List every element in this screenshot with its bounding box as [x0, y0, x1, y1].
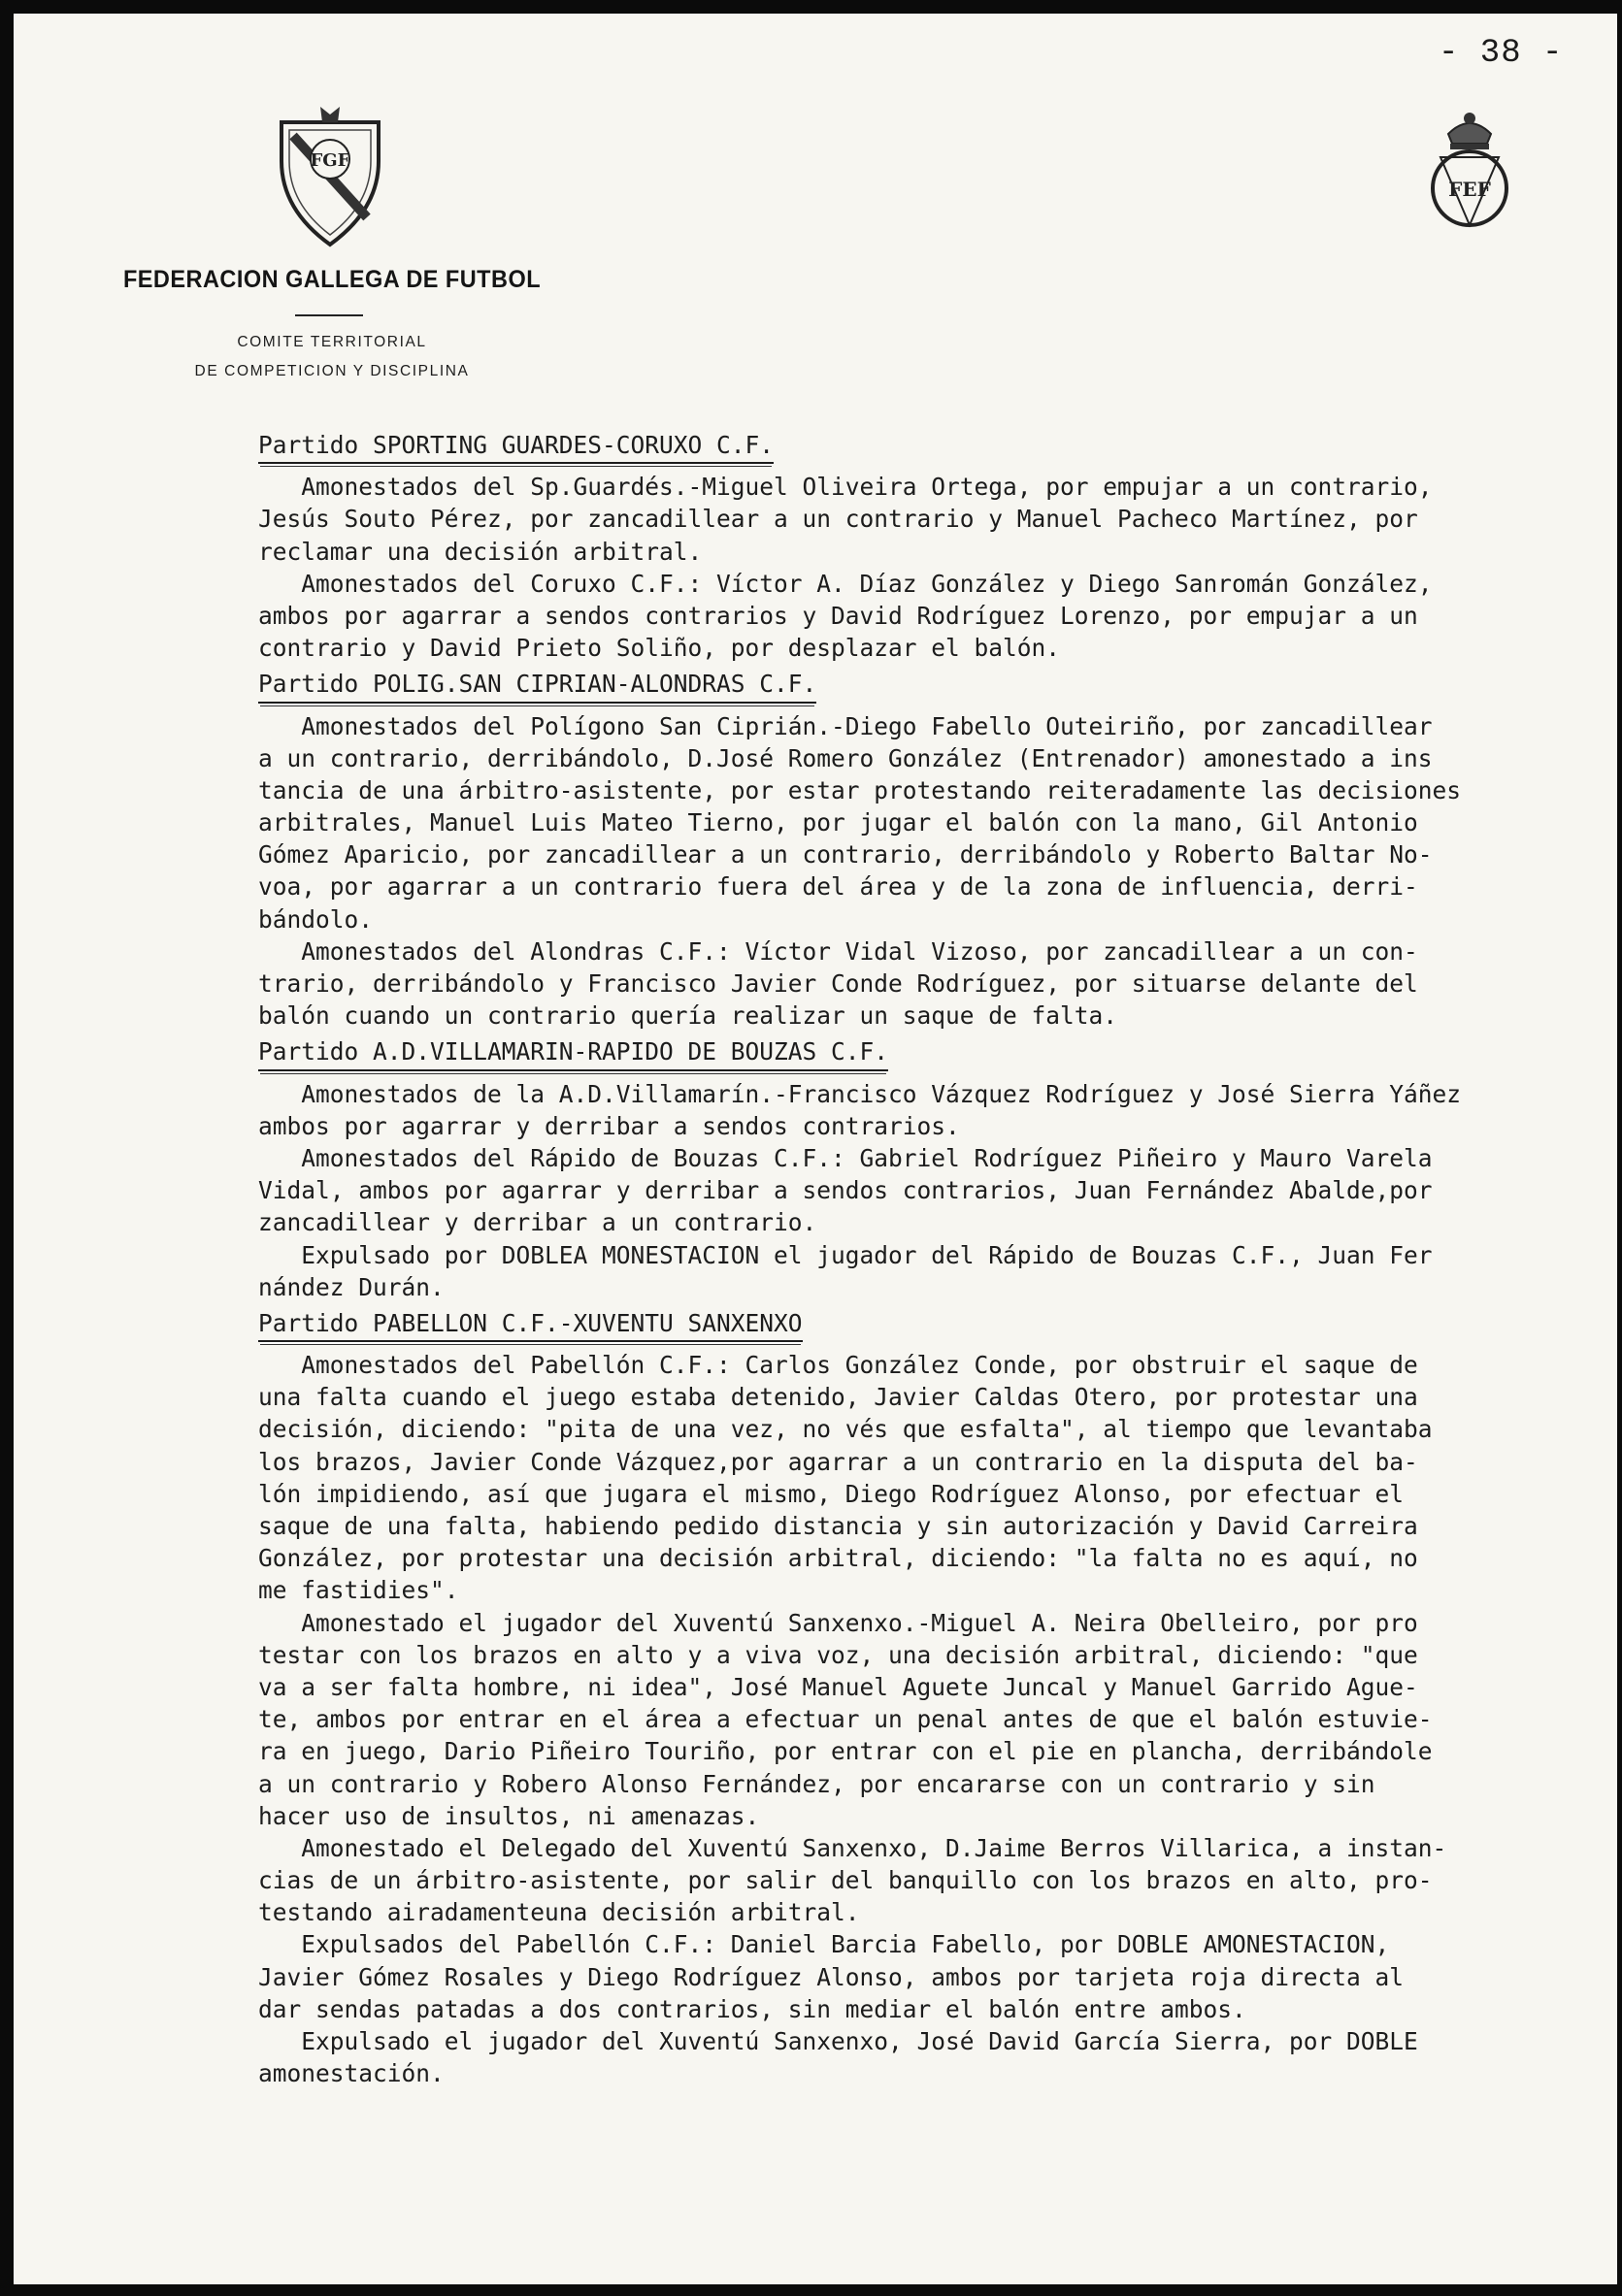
text-line: va a ser falta hombre, ni idea", José Manuel Aguete Juncal y Manuel Garrido Ague- — [258, 1672, 1418, 1701]
text-line: Javier Gómez Rosales y Diego Rodríguez Alonso, ambos por tarjeta roja directa al — [258, 1962, 1405, 1991]
text-line: Gómez Aparicio, por zancadillear a un contrario, derribándolo y Roberto Baltar No- — [258, 840, 1433, 869]
text-line: reclamar una decisión arbitral. — [258, 537, 703, 566]
federation-title: FEDERACION GALLEGA DE FUTBOL — [122, 266, 542, 293]
text-line: decisión, diciendo: "pita de una vez, no vés que esfalta", al tiempo que levantaba — [258, 1415, 1433, 1444]
text-line: balón cuando un contrario quería realizar un saque de falta. — [258, 1001, 1118, 1031]
federation-shield-logo — [274, 103, 386, 253]
page-number: - 38 - — [1439, 35, 1564, 72]
text-line: Amonestados del Pabellón C.F.: Carlos González Conde, por obstruir el saque de — [258, 1351, 1418, 1380]
text-line: Amonestados del Rápido de Bouzas C.F.: Gabriel Rodríguez Piñeiro y Mauro Varela — [258, 1143, 1433, 1172]
section-heading — [258, 1035, 1617, 1067]
text-line: nández Durán. — [258, 1272, 445, 1301]
section-title: Partido POLIG.SAN CIPRIAN-ALONDRAS C.F. — [258, 668, 816, 703]
section-title: Partido A.D.VILLAMARIN-RAPIDO DE BOUZAS C.F. — [258, 1035, 888, 1070]
text-line: Amonestados del Sp.Guardés.-Miguel Oliveira Ortega, por empujar a un contrario, — [258, 473, 1433, 502]
text-line: testar con los brazos en alto y a viva voz, una decisión arbitral, diciendo: "que — [258, 1640, 1418, 1669]
section-heading — [258, 429, 1617, 461]
committee-line-1: COMITE TERRITORIAL — [237, 334, 427, 350]
text-line: a un contrario y Robero Alonso Fernández, por encararse con un contrario y sin — [258, 1769, 1375, 1798]
text-line: González, por protestar una decisión arbitral, diciendo: "la falta no es aquí, no — [258, 1544, 1418, 1573]
text-line: ambos por agarrar y derribar a sendos contrarios. — [258, 1111, 960, 1140]
text-line: contrario y David Prieto Soliño, por desplazar el balón. — [258, 634, 1061, 663]
text-line: Expulsado el jugador del Xuventú Sanxenxo, José David García Sierra, por DOBLE — [258, 2027, 1418, 2055]
text-line: Amonestado el Delegado del Xuventú Sanxenxo, D.Jaime Berros Villarica, a instan- — [258, 1833, 1447, 1862]
text-line: Jesús Souto Pérez, por zancadillear a un contrario y Manuel Pacheco Martínez, por — [258, 505, 1418, 534]
text-line: me fastidies". — [258, 1576, 459, 1605]
header-divider — [295, 314, 363, 316]
text-line: zancadillear y derribar a un contrario. — [258, 1208, 817, 1237]
text-line: Amonestados de la A.D.Villamarín.-Francisco Vázquez Rodríguez y José Sierra Yáñez — [258, 1079, 1462, 1108]
crest-text: FEF — [1448, 178, 1491, 201]
committee-line-2: DE COMPETICION Y DISCIPLINA — [194, 363, 470, 379]
section-title: Partido SPORTING GUARDES-CORUXO C.F. — [258, 429, 774, 464]
text-line: bándolo. — [258, 904, 374, 934]
text-line: los brazos, Javier Conde Vázquez,por agarrar a un contrario en la disputa del ba- — [258, 1447, 1418, 1476]
text-line: Expulsados del Pabellón C.F.: Daniel Barcia Fabello, por DOBLE AMONESTACION, — [258, 1930, 1390, 1959]
text-line: trario, derribándolo y Francisco Javier Conde Rodríguez, por situarse delante del — [258, 969, 1418, 998]
text-line: tancia de una árbitro-asistente, por estar protestando reiteradamente las decisiones — [258, 775, 1462, 804]
spanish-federation-crest — [1423, 99, 1516, 240]
text-line: voa, por agarrar a un contrario fuera del área y de la zona de influencia, derri- — [258, 872, 1418, 902]
text-line: dar sendas patadas a dos contrarios, sin mediar el balón entre ambos. — [258, 1994, 1246, 2023]
text-line: ra en juego, Dario Piñeiro Touriño, por entrar con el pie en plancha, derribándole — [258, 1737, 1433, 1766]
text-line: Amonestado el jugador del Xuventú Sanxenxo.-Miguel A. Neira Obelleiro, por pro — [258, 1608, 1418, 1637]
text-line: amonestación. — [258, 2059, 445, 2088]
text-line: lón impidiendo, así que jugara el mismo, Diego Rodríguez Alonso, por efectuar el — [258, 1479, 1405, 1508]
text-line: testando airadamenteuna decisión arbitral. — [258, 1898, 860, 1927]
text-line: Vidal, ambos por agarrar y derribar a sendos contrarios, Juan Fernández Abalde,por — [258, 1176, 1433, 1205]
text-line: cias de un árbitro-asistente, por salir del banquillo con los brazos en alto, pro- — [258, 1866, 1433, 1895]
text-line: ambos por agarrar a sendos contrarios y David Rodríguez Lorenzo, por empujar a un — [258, 601, 1418, 630]
shield-logo-text: FGF — [310, 150, 350, 171]
text-line: Expulsado por DOBLEA MONESTACION el jugador del Rápido de Bouzas C.F., Juan Fer — [258, 1240, 1433, 1269]
section-heading — [258, 668, 1617, 700]
document-page — [14, 14, 1617, 2284]
text-line: saque de una falta, habiendo pedido distancia y sin autorización y David Carreira — [258, 1512, 1418, 1540]
text-line: Amonestados del Alondras C.F.: Víctor Vidal Vizoso, por zancadillear a un con- — [258, 936, 1418, 966]
section-heading — [258, 1307, 1617, 1339]
text-line: una falta cuando el juego estaba detenido, Javier Caldas Otero, por protestar una — [258, 1383, 1418, 1412]
text-line: a un contrario, derribándolo, D.José Romero González (Entrenador) amonestado a ins — [258, 743, 1433, 772]
text-line: Amonestados del Coruxo C.F.: Víctor A. Díaz González y Diego Sanromán González, — [258, 569, 1433, 598]
document-body — [258, 425, 1617, 2089]
text-line: hacer uso de insultos, ni amenazas. — [258, 1801, 760, 1830]
section-title: Partido PABELLON C.F.-XUVENTU SANXENXO — [258, 1307, 803, 1342]
text-line: Amonestados del Polígono San Ciprián.-Diego Fabello Outeiriño, por zancadillear — [258, 711, 1433, 740]
text-line: arbitrales, Manuel Luis Mateo Tierno, por jugar el balón con la mano, Gil Antonio — [258, 808, 1418, 837]
text-line: te, ambos por entrar en el área a efectuar un penal antes de que el balón estuvie- — [258, 1705, 1433, 1734]
